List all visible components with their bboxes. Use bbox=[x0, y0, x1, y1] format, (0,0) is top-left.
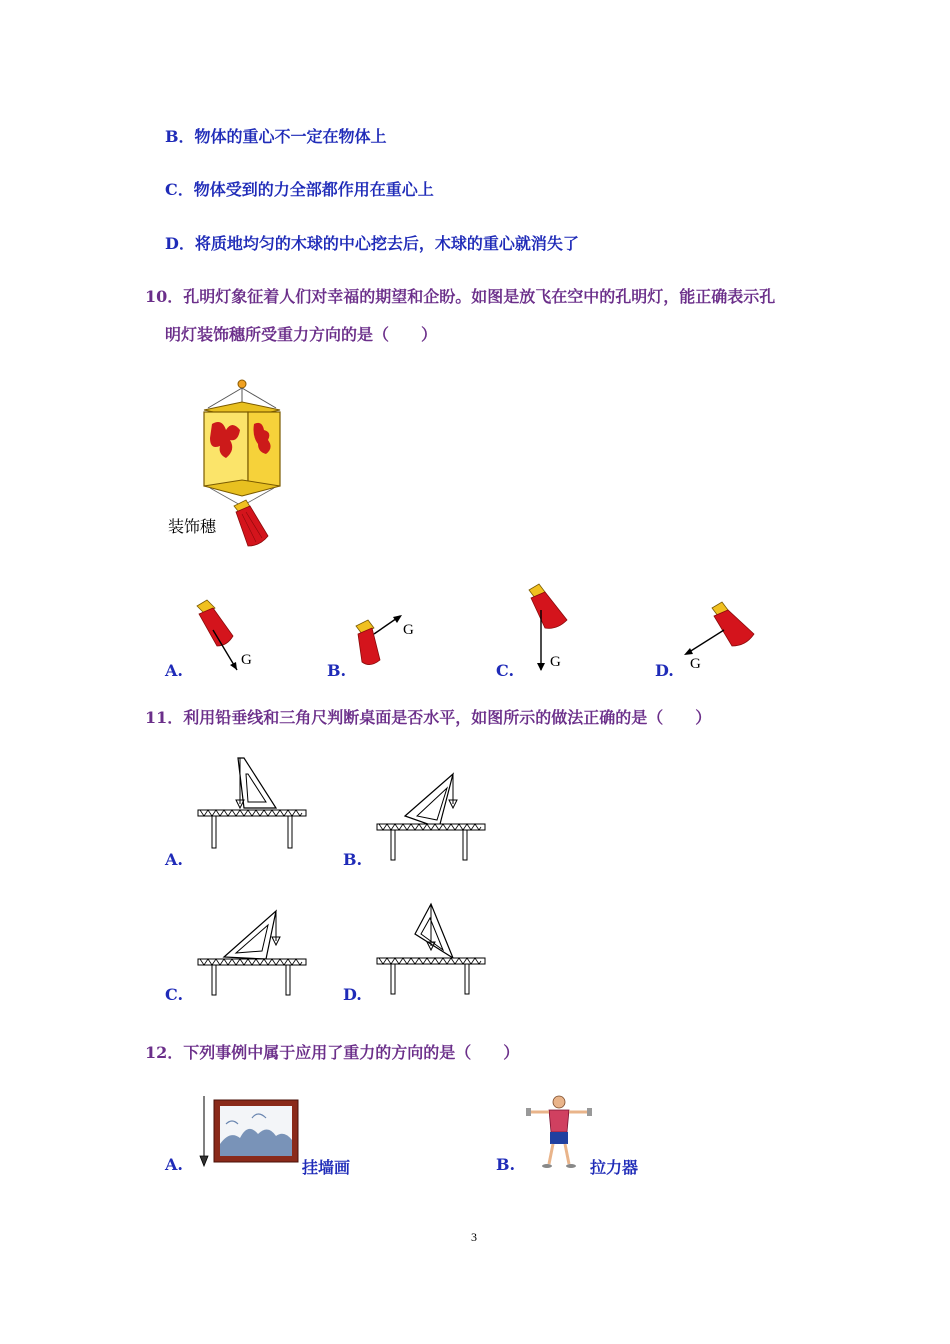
q10-option-d-figure bbox=[682, 602, 762, 662]
wall-painting-caption: 挂墙画 bbox=[302, 1158, 351, 1177]
tassel-caption: 装饰穗 bbox=[168, 517, 217, 536]
q11-label-d: D. bbox=[343, 985, 362, 1004]
chest-expander-caption: 拉力器 bbox=[590, 1158, 639, 1177]
page-number: 3 bbox=[471, 1230, 477, 1244]
q12-label-a: A. bbox=[165, 1155, 183, 1174]
wall-painting-figure bbox=[196, 1094, 302, 1170]
q11-option-a-figure bbox=[196, 752, 308, 852]
q11-option-c-figure bbox=[196, 905, 308, 997]
q9-option-d: D．将质地均匀的木球的中心挖去后，木球的重心就消失了 bbox=[165, 234, 579, 253]
q10-a-force-label: G bbox=[241, 652, 252, 668]
q10-text-line1: 10．孔明灯象征着人们对幸福的期望和企盼。如图是放飞在空中的孔明灯，能正确表示孔 bbox=[145, 287, 776, 306]
q11-label-a: A. bbox=[165, 850, 183, 869]
q10-label-b: B. bbox=[327, 661, 347, 680]
q11-text: 11．利用铅垂线和三角尺判断桌面是否水平，如图所示的做法正确的是（ ） bbox=[145, 708, 712, 727]
q10-d-force-label: G bbox=[690, 656, 701, 672]
q11-label-c: C. bbox=[165, 985, 184, 1004]
q10-label-d: D. bbox=[655, 661, 674, 680]
q10-option-b-figure bbox=[352, 612, 422, 672]
q10-text-line2: 明灯装饰穗所受重力方向的是（ ） bbox=[165, 325, 438, 344]
chest-expander-figure bbox=[525, 1094, 593, 1170]
q11-option-d-figure bbox=[375, 900, 487, 996]
q10-c-force-label: G bbox=[550, 654, 561, 670]
q10-label-c: C. bbox=[496, 661, 515, 680]
q10-label-a: A. bbox=[165, 661, 183, 680]
q9-option-c: C．物体受到的力全部都作用在重心上 bbox=[165, 180, 434, 199]
q9-option-b: B．物体的重心不一定在物体上 bbox=[165, 127, 387, 146]
q12-label-b: B. bbox=[496, 1155, 516, 1174]
q11-label-b: B. bbox=[343, 850, 363, 869]
q11-option-b-figure bbox=[375, 770, 487, 862]
q12-text: 12．下列事例中属于应用了重力的方向的是（ ） bbox=[145, 1043, 520, 1062]
q10-b-force-label: G bbox=[403, 622, 414, 638]
